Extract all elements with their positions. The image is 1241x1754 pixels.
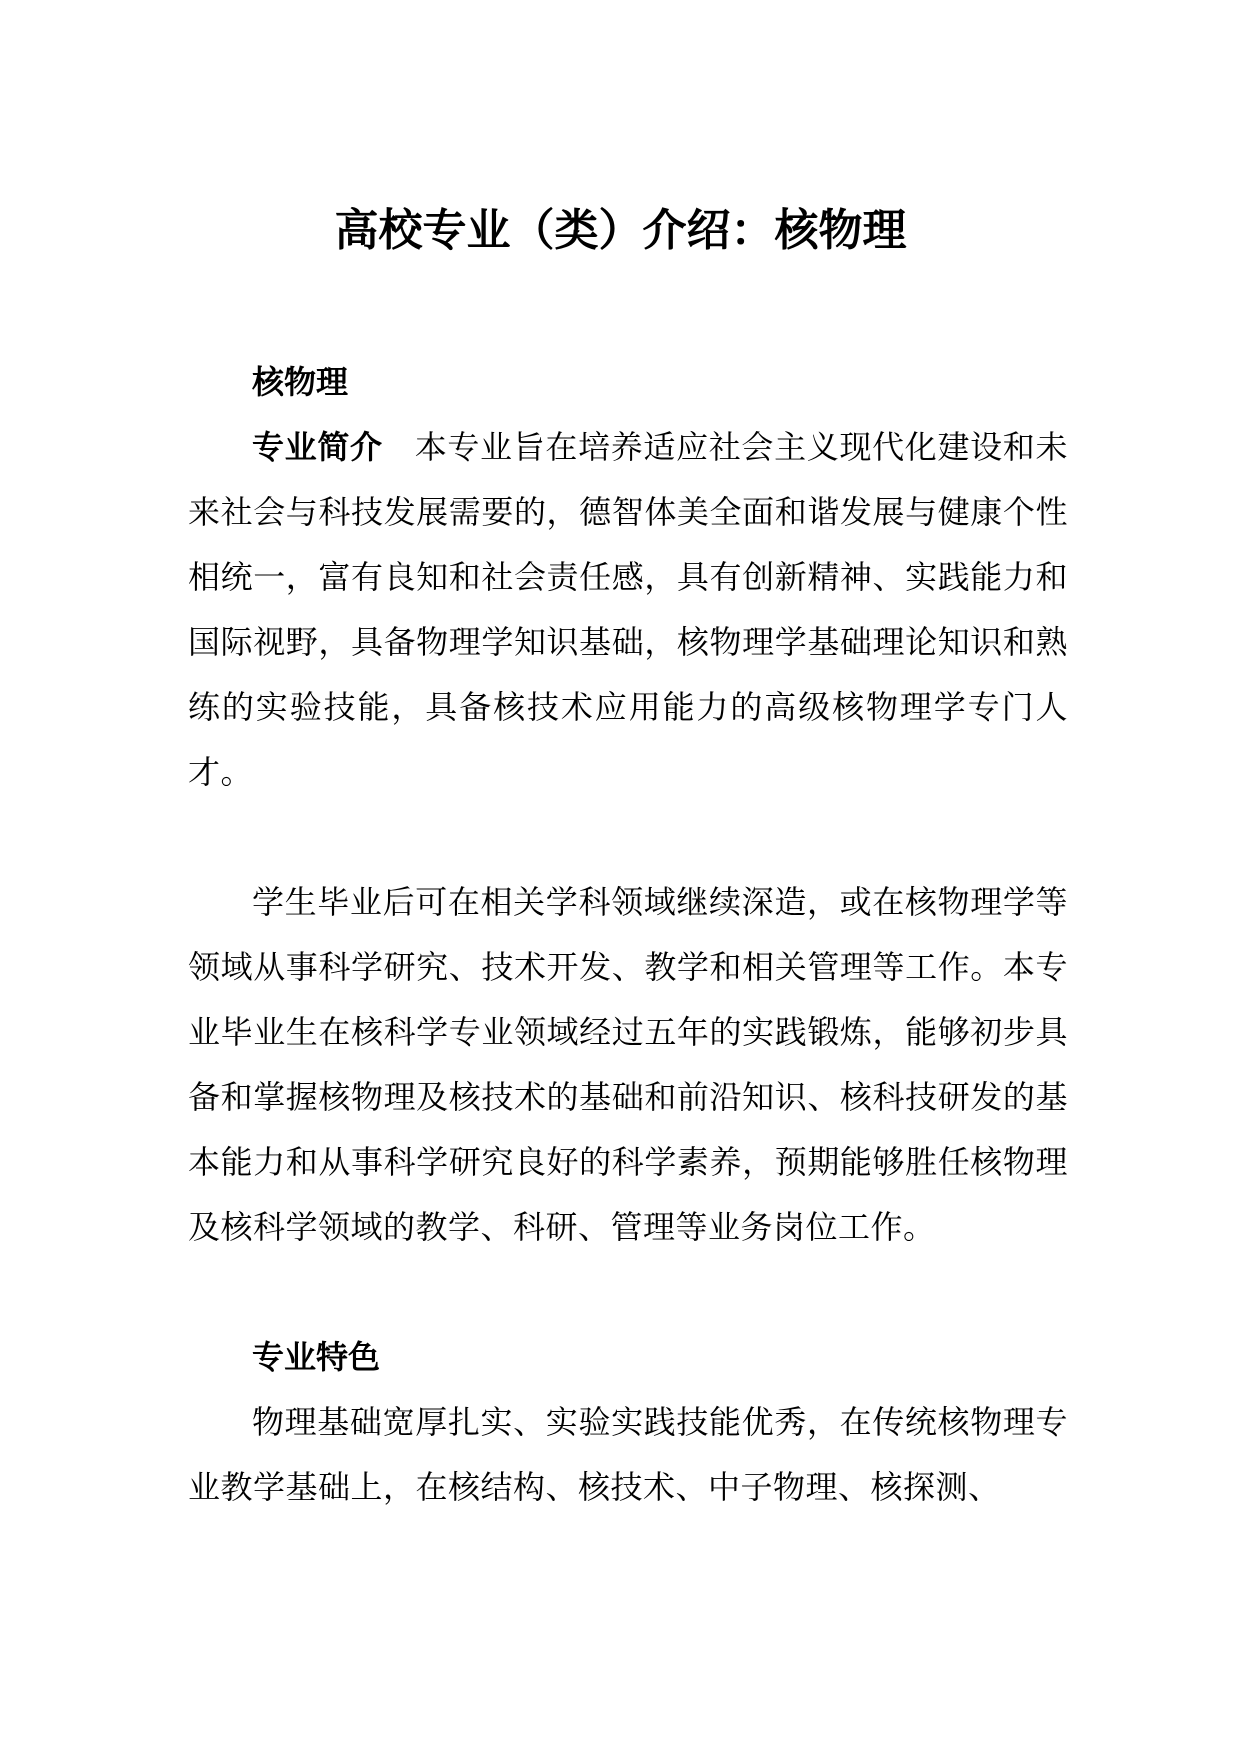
paragraph-gap [188,805,1068,870]
document-body [188,350,1068,1520]
document-title: 高校专业（类）介绍：核物理 [334,205,907,257]
paragraph-gap [188,1260,1068,1325]
major-name-heading: 核物理 [252,363,349,401]
intro-paragraph [188,415,1068,805]
intro-text: 本专业旨在培养适应社会主义现代化建设和未来社会与科技发展需要的，德智体美全面和谐发展与健康个性相统一，富有良知和社会责任感，具有创新精神、实践能力和国际视野，具备物理学知识基础，核物理学基础理论知识和熟练的实验技能，具备核技术应用能力的高级核物理学专门人才。 [188,428,1068,791]
features-paragraph: 物理基础宽厚扎实、实验实践技能优秀，在传统核物理专业教学基础上，在核结构、核技术、中子物理、核探测、 [188,1403,1068,1506]
features-heading: 专业特色 [252,1338,381,1376]
intro-label: 专业简介 [252,428,383,466]
career-paragraph: 学生毕业后可在相关学科领域继续深造，或在核物理学等领域从事科学研究、技术开发、教学和相关管理等工作。本专业毕业生在核科学专业领域经过五年的实践锻炼，能够初步具备和掌握核物理及核技术的基础和前沿知识、核科技研发的基本能力和从事科学研究良好的科学素养，预期能够胜任核物理及核科学领域的教学、科研、管理等业务岗位工作。 [188,883,1068,1246]
